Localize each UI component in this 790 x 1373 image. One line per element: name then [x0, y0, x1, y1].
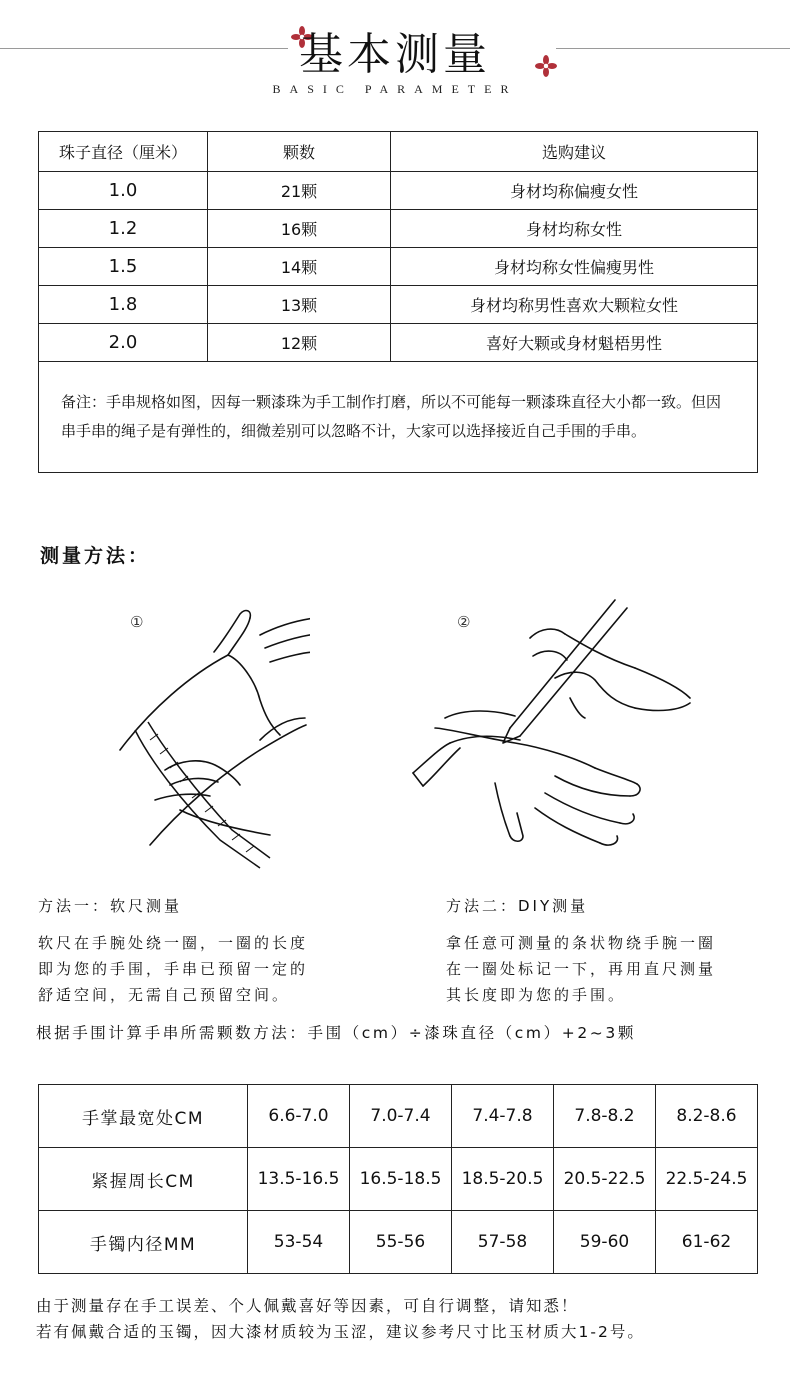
header-cell-diameter: 珠子直径（厘米）	[39, 132, 208, 172]
size-cell: 20.5-22.5	[554, 1148, 656, 1211]
table-row	[39, 286, 758, 324]
table-note-row	[39, 362, 758, 473]
page-subtitle: BASIC PARAMETER	[272, 82, 518, 96]
size-cell: 13.5-16.5	[248, 1148, 350, 1211]
method2-title: 方法二：DIY测量	[446, 897, 589, 915]
diameter-cell: 1.2	[39, 210, 208, 248]
advice-cell: 喜好大颗或身材魁梧男性	[391, 324, 758, 362]
row-label: 紧握周长CM	[39, 1148, 248, 1211]
advice-cell: 身材均称女性	[391, 210, 758, 248]
bead-count-formula: 根据手围计算手串所需颗数方法：手围（cm）÷漆珠直径（cm）+2~3颗	[36, 1024, 636, 1042]
method1-title: 方法一：软尺测量	[38, 897, 183, 915]
table-header-row	[39, 132, 758, 172]
table-row	[39, 1211, 758, 1274]
size-cell: 7.8-8.2	[554, 1085, 656, 1148]
count-cell: 13颗	[208, 286, 391, 324]
table-row	[39, 1085, 758, 1148]
table-row	[39, 248, 758, 286]
advice-cell: 身材均称男性喜欢大颗粒女性	[391, 286, 758, 324]
page-title: 基本测量	[299, 29, 491, 80]
table-row	[39, 172, 758, 210]
step-marker-2: ②	[457, 613, 471, 631]
size-cell: 59-60	[554, 1211, 656, 1274]
size-cell: 7.0-7.4	[350, 1085, 452, 1148]
size-cell: 61-62	[656, 1211, 758, 1274]
size-cell: 22.5-24.5	[656, 1148, 758, 1211]
step-marker-1: ①	[130, 613, 144, 631]
spec-note: 备注：手串规格如图，因每一颗漆珠为手工制作打磨，所以不可能每一颗漆珠直径大小都一致。但因串手串的绳子是有弹性的，细微差别可以忽略不计，大家可以选择接近自己手围的手串。	[39, 362, 758, 473]
size-cell: 18.5-20.5	[452, 1148, 554, 1211]
row-label: 手掌最宽处CM	[39, 1085, 248, 1148]
size-cell: 6.6-7.0	[248, 1085, 350, 1148]
table-row	[39, 210, 758, 248]
strip-marking-hand-illustration	[405, 598, 695, 863]
table-row	[39, 1148, 758, 1211]
diameter-cell: 1.8	[39, 286, 208, 324]
method1-description: 软尺在手腕处绕一圈，一圈的长度 即为您的手围，手串已预留一定的 舒适空间，无需自己预留空间。	[38, 934, 309, 1004]
count-cell: 12颗	[208, 324, 391, 362]
method-section-title: 测量方法：	[40, 545, 151, 567]
size-cell: 53-54	[248, 1211, 350, 1274]
size-cell: 16.5-18.5	[350, 1148, 452, 1211]
diameter-cell: 2.0	[39, 324, 208, 362]
advice-cell: 身材均称偏瘦女性	[391, 172, 758, 210]
row-label: 手镯内径MM	[39, 1211, 248, 1274]
count-cell: 16颗	[208, 210, 391, 248]
count-cell: 21颗	[208, 172, 391, 210]
size-cell: 7.4-7.8	[452, 1085, 554, 1148]
size-cell: 8.2-8.6	[656, 1085, 758, 1148]
advice-cell: 身材均称女性偏瘦男性	[391, 248, 758, 286]
tape-measure-hand-illustration	[110, 600, 310, 875]
diameter-cell: 1.0	[39, 172, 208, 210]
footnote-line-1: 由于测量存在手工误差、个人佩戴喜好等因素，可自行调整，请知悉！	[36, 1297, 579, 1315]
header-cell-advice: 选购建议	[391, 132, 758, 172]
bead-spec-table	[38, 131, 758, 473]
size-cell: 55-56	[350, 1211, 452, 1274]
size-table	[38, 1084, 758, 1274]
footnote-line-2: 若有佩戴合适的玉镯，因大漆材质较为玉涩，建议参考尺寸比玉材质大1-2号。	[36, 1323, 645, 1341]
table-row	[39, 324, 758, 362]
count-cell: 14颗	[208, 248, 391, 286]
method2-description: 拿任意可测量的条状物绕手腕一圈 在一圈处标记一下，再用直尺测量 其长度即为您的手围。	[446, 934, 717, 1004]
size-cell: 57-58	[452, 1211, 554, 1274]
diameter-cell: 1.5	[39, 248, 208, 286]
header-cell-count: 颗数	[208, 132, 391, 172]
